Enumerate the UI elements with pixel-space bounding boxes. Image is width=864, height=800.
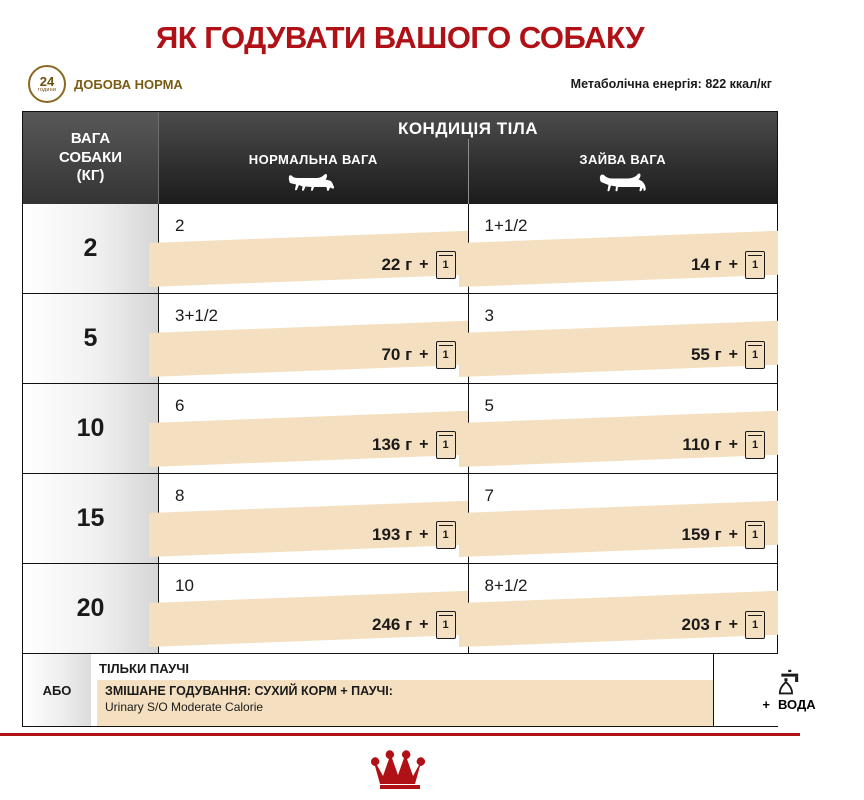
- dry-food-amount: [372, 431, 456, 459]
- plus-sign: +: [419, 526, 429, 543]
- column-overweight-label: ЗАЙВА ВАГА: [579, 152, 667, 167]
- row-weight: 2: [23, 204, 159, 293]
- pouch-count: 8+1/2: [484, 576, 528, 595]
- dry-food-amount: [691, 341, 765, 369]
- grams-value: 136 г: [371, 435, 413, 454]
- row-normal-cell: [159, 294, 469, 383]
- plus-sign: +: [728, 436, 738, 453]
- pouch-count: 3: [484, 306, 494, 325]
- row-weight: 5: [23, 294, 159, 383]
- row-overweight-cell: [469, 564, 778, 653]
- only-pouches-label: ТІЛЬКИ ПАУЧІ: [99, 661, 189, 676]
- pouch-count: 8: [175, 486, 185, 505]
- water-plus-sign: +: [762, 696, 770, 712]
- weight-header-line-1: ВАГА: [70, 129, 111, 147]
- row-overweight-cell: [469, 204, 778, 293]
- pouch-icon: 1: [745, 521, 765, 549]
- row-normal-cell: [159, 474, 469, 563]
- water-label-row: [762, 697, 815, 712]
- page-title: ЯК ГОДУВАТИ ВАШОГО СОБАКУ: [155, 20, 645, 55]
- mixed-feeding-title: ЗМІШАНЕ ГОДУВАННЯ: СУХИЙ КОРМ + ПАУЧІ:: [105, 684, 393, 698]
- table-header: [23, 112, 777, 204]
- condition-subcolumns: [159, 139, 777, 204]
- grams-value: 14 г: [690, 255, 722, 274]
- pouch-count: 1+1/2: [484, 216, 528, 235]
- pouch-icon: 1: [745, 341, 765, 369]
- plus-sign: +: [728, 256, 738, 273]
- grams-value: 110 г: [682, 435, 722, 454]
- footer-feeding-options: [22, 654, 816, 727]
- brand-bar: [0, 733, 800, 800]
- pouch-icon: 1: [436, 611, 456, 639]
- grams-value: 193 г: [371, 525, 413, 544]
- dog-normal-icon: [285, 169, 341, 191]
- plus-sign: +: [419, 436, 429, 453]
- water-label: ВОДА: [777, 696, 816, 712]
- clock-hours: 24: [39, 73, 55, 89]
- grams-value: 203 г: [681, 615, 722, 634]
- pouch-count: 10: [175, 576, 194, 595]
- grams-value: 246 г: [371, 615, 413, 634]
- dry-food-amount: [681, 521, 765, 549]
- daily-ration-group: [28, 65, 183, 103]
- column-normal-weight-label: НОРМАЛЬНА ВАГА: [248, 152, 378, 167]
- row-normal-cell: [159, 384, 469, 473]
- plus-sign: +: [728, 616, 738, 633]
- pouch-count: 6: [175, 396, 185, 415]
- grams-value: 70 г: [381, 345, 413, 364]
- dry-food-amount: [682, 431, 765, 459]
- pouch-count: 7: [484, 486, 494, 505]
- pouch-icon: 1: [745, 431, 765, 459]
- dry-food-amount: [381, 251, 455, 279]
- plus-sign: +: [419, 256, 429, 273]
- pouch-icon: 1: [745, 611, 765, 639]
- plus-sign: +: [728, 526, 738, 543]
- dry-food-amount: [372, 611, 456, 639]
- column-overweight: [469, 139, 778, 204]
- row-overweight-cell: [469, 384, 778, 473]
- water-column: [713, 654, 864, 726]
- table-row: [23, 293, 777, 383]
- mixed-feeding-band: [97, 680, 713, 726]
- condition-column-header: [159, 112, 777, 204]
- row-weight: 10: [23, 384, 159, 473]
- row-weight: 20: [23, 564, 159, 653]
- metabolic-energy-text: Метаболічна енергія: 822 ккал/кг: [570, 77, 772, 91]
- water-faucet-icon: [772, 669, 806, 695]
- grams-value: 22 г: [381, 255, 413, 274]
- subheader: [0, 53, 800, 111]
- pouch-icon: 1: [436, 521, 456, 549]
- condition-title: КОНДИЦІЯ ТІЛА: [397, 119, 539, 138]
- weight-header-line-2: СОБАКИ: [58, 148, 123, 166]
- royal-canin-crown-logo: [367, 745, 433, 791]
- table-row: [23, 383, 777, 473]
- table-row: [23, 563, 777, 653]
- dog-overweight-icon: [595, 169, 651, 191]
- daily-ration-label: ДОБОВА НОРМА: [74, 76, 183, 92]
- plus-sign: +: [419, 346, 429, 363]
- dry-food-amount: [681, 611, 765, 639]
- pouch-icon: 1: [436, 431, 456, 459]
- pouch-icon: 1: [436, 251, 456, 279]
- row-normal-cell: [159, 204, 469, 293]
- plus-sign: +: [728, 346, 738, 363]
- weight-column-header: [23, 112, 159, 204]
- table-row: [23, 473, 777, 563]
- dry-food-amount: [381, 341, 455, 369]
- clock-sub: години: [37, 86, 57, 93]
- feeding-options-column: [91, 654, 713, 726]
- pouch-count: 2: [175, 216, 185, 235]
- feeding-table: [22, 111, 778, 654]
- pouch-count: 5: [484, 396, 494, 415]
- pouch-icon: 1: [745, 251, 765, 279]
- dry-food-amount: [691, 251, 765, 279]
- row-overweight-cell: [469, 294, 778, 383]
- pouch-count: 3+1/2: [175, 306, 219, 325]
- weight-header-line-3: (КГ): [76, 167, 105, 185]
- row-normal-cell: [159, 564, 469, 653]
- column-normal-weight: [159, 139, 469, 204]
- grams-value: 55 г: [690, 345, 722, 364]
- pouch-icon: 1: [436, 341, 456, 369]
- row-overweight-cell: [469, 474, 778, 563]
- dry-food-amount: [372, 521, 456, 549]
- row-weight: 15: [23, 474, 159, 563]
- grams-value: 159 г: [681, 525, 722, 544]
- plus-sign: +: [419, 616, 429, 633]
- table-body: [23, 204, 777, 653]
- clock-24h-icon: [28, 65, 66, 103]
- table-row: [23, 204, 777, 293]
- or-label: АБО: [23, 654, 91, 726]
- mixed-feeding-product: Urinary S/O Moderate Calorie: [105, 700, 264, 714]
